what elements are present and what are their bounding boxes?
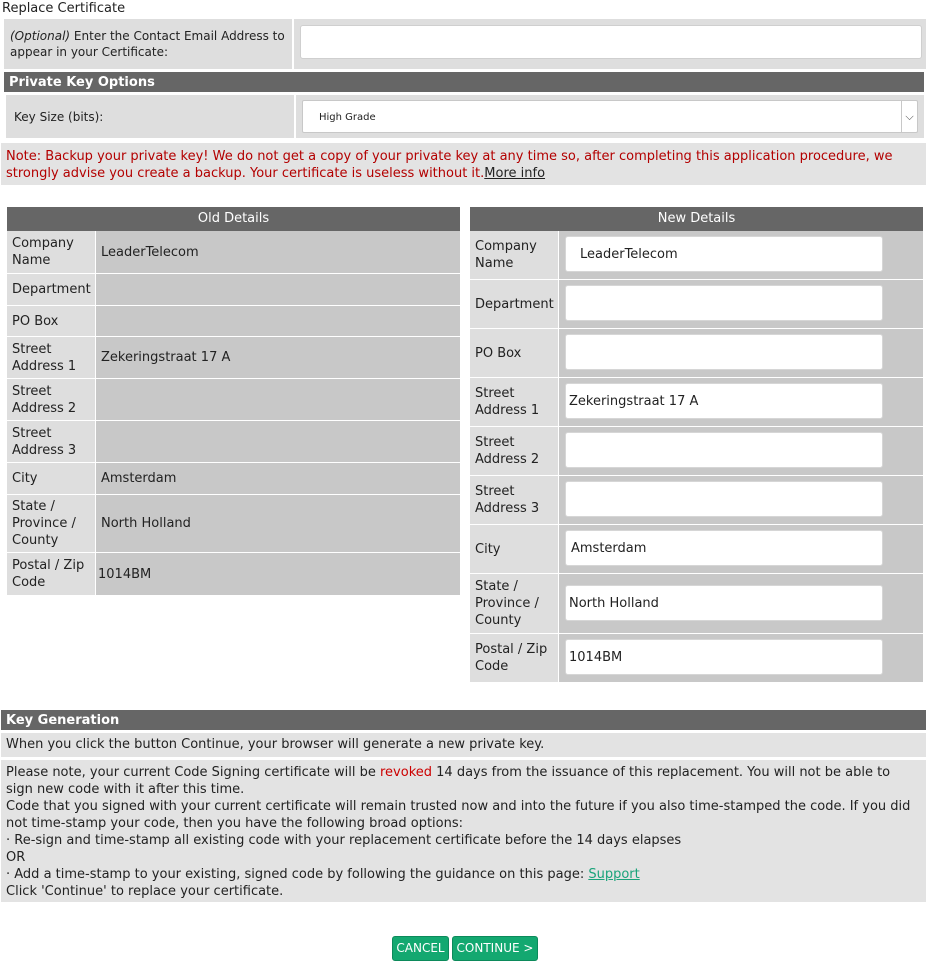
street-address-3-input[interactable] xyxy=(565,481,883,517)
new-label-po-box: PO Box xyxy=(470,329,558,377)
revocation-notice xyxy=(6,764,920,798)
option-1: · Re-sign and time-stamp all existing code with your replacement certificate before the 14 days elapses xyxy=(6,833,682,848)
new-cell-state xyxy=(559,574,923,633)
new-details-header: New Details xyxy=(470,207,923,231)
contact-email-label-text: Enter the Contact Email Address to appear in your Certificate: xyxy=(10,29,285,59)
key-generation-intro: When you click the button Continue, your browser will generate a new private key. xyxy=(1,733,926,757)
old-details-table xyxy=(7,231,460,595)
revoked-word: revoked xyxy=(379,765,433,780)
revocation-text-end: 14 days from the issuance of this replacement. You will not be able to sign new code with it after this time. xyxy=(6,765,891,797)
old-value-department xyxy=(96,274,460,305)
old-label-state: State / Province / County xyxy=(7,495,95,552)
contact-email-label xyxy=(4,19,292,69)
old-value-po-box xyxy=(96,306,460,336)
option-2 xyxy=(6,866,920,883)
new-label-department: Department xyxy=(470,280,558,328)
revocation-text-start: Please note, your current Code Signing certificate will be xyxy=(6,765,380,780)
contact-email-cell xyxy=(294,19,926,69)
new-label-street-3: Street Address 3 xyxy=(470,476,558,524)
backup-note-text: Note: Backup your private key! We do not get a copy of your private key at any time so, after completing this application procedure, we strongly advise you create a backup. Your certificate is useless without it. xyxy=(6,149,893,181)
contact-email-input[interactable] xyxy=(300,25,922,59)
old-label-postal: Postal / Zip Code xyxy=(7,553,95,595)
new-label-city: City xyxy=(470,525,558,573)
old-details-header: Old Details xyxy=(7,207,460,231)
old-label-street-1: Street Address 1 xyxy=(7,337,95,378)
company-name-input[interactable]: LeaderTelecom xyxy=(565,236,883,272)
old-value-street-2 xyxy=(96,379,460,420)
street-address-2-input[interactable] xyxy=(565,432,883,468)
key-generation-header: Key Generation xyxy=(1,710,926,730)
key-generation-details xyxy=(1,760,926,902)
or-separator: OR xyxy=(6,850,26,865)
old-label-department: Department xyxy=(7,274,95,305)
old-label-company-name: Company Name xyxy=(7,231,95,273)
new-cell-city xyxy=(559,525,923,573)
new-label-street-2: Street Address 2 xyxy=(470,427,558,475)
timestamp-notice: Code that you signed with your current certificate will remain trusted now and into the future if you also time-stamped the code. If you did not time-stamp your code, then you have the following broad options: xyxy=(6,799,911,831)
po-box-input[interactable] xyxy=(565,334,883,370)
new-label-street-1: Street Address 1 xyxy=(470,378,558,426)
old-label-street-3: Street Address 3 xyxy=(7,421,95,462)
continue-instruction: Click 'Continue' to replace your certificate. xyxy=(6,884,284,899)
city-input[interactable]: Amsterdam xyxy=(565,530,883,566)
new-label-state: State / Province / County xyxy=(470,574,558,633)
old-label-street-2: Street Address 2 xyxy=(7,379,95,420)
new-cell-street-1 xyxy=(559,378,923,426)
page-title: Replace Certificate xyxy=(2,1,126,16)
new-cell-postal xyxy=(559,634,923,682)
support-link[interactable]: Support xyxy=(588,867,640,882)
key-size-cell xyxy=(296,95,924,138)
new-cell-po-box xyxy=(559,329,923,377)
new-cell-company-name xyxy=(559,231,923,279)
old-value-state: North Holland xyxy=(96,495,460,552)
new-label-postal: Postal / Zip Code xyxy=(470,634,558,682)
old-value-city: Amsterdam xyxy=(96,463,460,494)
private-key-options-header: Private Key Options xyxy=(4,72,924,92)
new-cell-street-3 xyxy=(559,476,923,524)
new-cell-street-2 xyxy=(559,427,923,475)
chevron-down-icon[interactable]: ⌵ xyxy=(901,101,917,132)
postal-code-input[interactable]: 1014BM xyxy=(565,639,883,675)
old-label-city: City xyxy=(7,463,95,494)
key-size-label: Key Size (bits): xyxy=(6,95,294,138)
optional-tag: (Optional) xyxy=(10,29,71,43)
old-value-street-1: Zekeringstraat 17 A xyxy=(96,337,460,378)
new-details-table xyxy=(470,231,923,682)
option-2-text: · Add a time-stamp to your existing, signed code by following the guidance on this page: xyxy=(6,867,589,882)
more-info-link[interactable]: More info xyxy=(484,166,546,181)
continue-button[interactable]: CONTINUE > xyxy=(452,936,538,961)
new-label-company-name: Company Name xyxy=(470,231,558,279)
key-size-select[interactable] xyxy=(302,100,918,133)
old-value-street-3 xyxy=(96,421,460,462)
old-value-postal: 1014BM xyxy=(96,553,460,595)
department-input[interactable] xyxy=(565,285,883,321)
new-cell-department xyxy=(559,280,923,328)
old-label-po-box: PO Box xyxy=(7,306,95,336)
street-address-1-input[interactable]: Zekeringstraat 17 A xyxy=(565,383,883,419)
cancel-button[interactable]: CANCEL xyxy=(392,936,449,961)
state-input[interactable]: North Holland xyxy=(565,585,883,621)
backup-note xyxy=(1,143,926,185)
old-value-company-name: LeaderTelecom xyxy=(96,231,460,273)
key-size-selected-value: High Grade xyxy=(319,112,376,123)
